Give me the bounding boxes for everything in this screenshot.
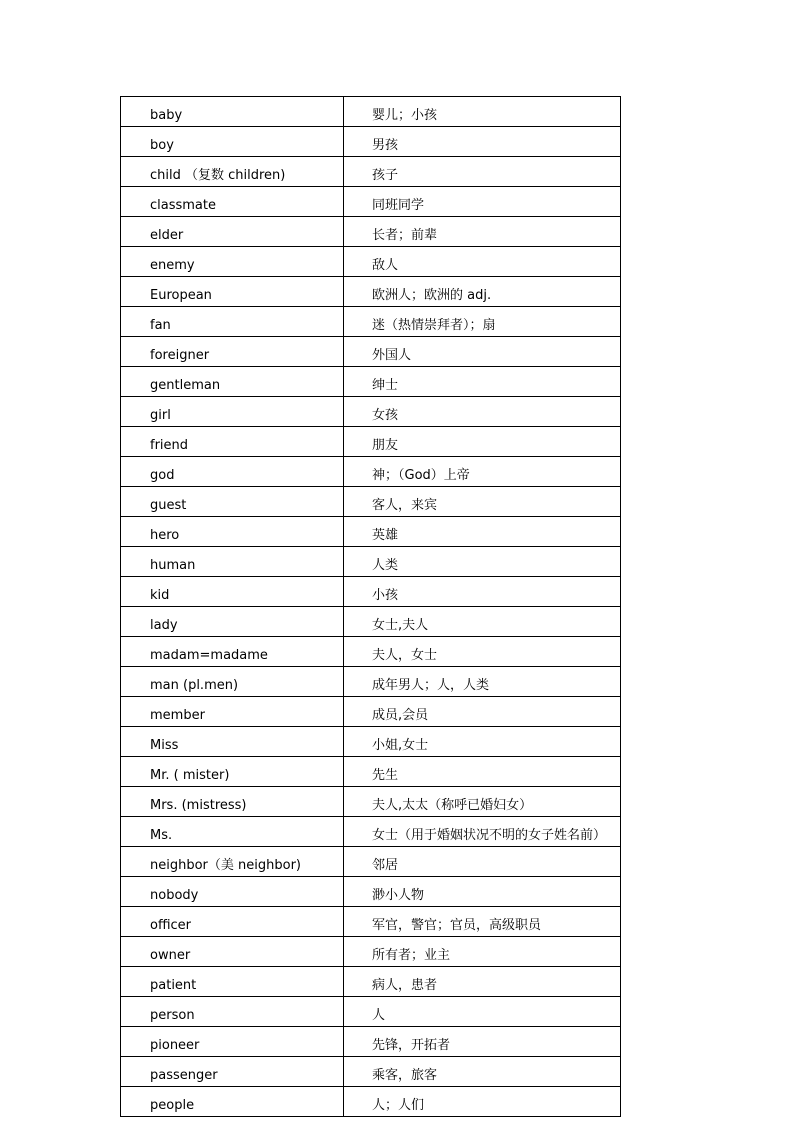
word-cell: guest — [121, 487, 344, 517]
word-cell: nobody — [121, 877, 344, 907]
meaning-cell: 敌人 — [344, 247, 621, 277]
table-row — [121, 637, 621, 667]
word-cell: classmate — [121, 187, 344, 217]
word-cell: girl — [121, 397, 344, 427]
word-cell: kid — [121, 577, 344, 607]
word-cell: Mrs. (mistress) — [121, 787, 344, 817]
table-row — [121, 127, 621, 157]
table-row — [121, 1087, 621, 1117]
table-row — [121, 337, 621, 367]
vocabulary-table-body — [121, 97, 621, 1117]
table-row — [121, 667, 621, 697]
meaning-cell: 人；人们 — [344, 1087, 621, 1117]
word-cell: god — [121, 457, 344, 487]
table-row — [121, 367, 621, 397]
word-cell: Ms. — [121, 817, 344, 847]
word-cell: member — [121, 697, 344, 727]
table-row — [121, 847, 621, 877]
word-cell: Mr. ( mister) — [121, 757, 344, 787]
word-cell: friend — [121, 427, 344, 457]
meaning-cell: 孩子 — [344, 157, 621, 187]
meaning-cell: 英雄 — [344, 517, 621, 547]
table-row — [121, 937, 621, 967]
table-row — [121, 97, 621, 127]
meaning-cell: 男孩 — [344, 127, 621, 157]
meaning-cell: 夫人,太太（称呼已婚妇女） — [344, 787, 621, 817]
word-cell: Miss — [121, 727, 344, 757]
table-row — [121, 817, 621, 847]
word-cell: madam=madame — [121, 637, 344, 667]
word-cell: enemy — [121, 247, 344, 277]
table-row — [121, 967, 621, 997]
meaning-cell: 成员,会员 — [344, 697, 621, 727]
table-row — [121, 307, 621, 337]
word-cell: elder — [121, 217, 344, 247]
meaning-cell: 先锋，开拓者 — [344, 1027, 621, 1057]
meaning-cell: 同班同学 — [344, 187, 621, 217]
table-row — [121, 517, 621, 547]
meaning-cell: 客人，来宾 — [344, 487, 621, 517]
word-cell: neighbor（美 neighbor) — [121, 847, 344, 877]
meaning-cell: 夫人，女士 — [344, 637, 621, 667]
meaning-cell: 小孩 — [344, 577, 621, 607]
word-cell: European — [121, 277, 344, 307]
meaning-cell: 迷（热情崇拜者）；扇 — [344, 307, 621, 337]
meaning-cell: 外国人 — [344, 337, 621, 367]
word-cell: pioneer — [121, 1027, 344, 1057]
meaning-cell: 病人，患者 — [344, 967, 621, 997]
meaning-cell: 所有者；业主 — [344, 937, 621, 967]
table-row — [121, 427, 621, 457]
meaning-cell: 神；（God）上帝 — [344, 457, 621, 487]
word-cell: man (pl.men) — [121, 667, 344, 697]
meaning-cell: 人 — [344, 997, 621, 1027]
table-row — [121, 787, 621, 817]
table-row — [121, 907, 621, 937]
word-cell: passenger — [121, 1057, 344, 1087]
table-row — [121, 187, 621, 217]
meaning-cell: 乘客，旅客 — [344, 1057, 621, 1087]
meaning-cell: 邻居 — [344, 847, 621, 877]
table-row — [121, 217, 621, 247]
table-row — [121, 607, 621, 637]
word-cell: lady — [121, 607, 344, 637]
meaning-cell: 女孩 — [344, 397, 621, 427]
table-row — [121, 247, 621, 277]
meaning-cell: 朋友 — [344, 427, 621, 457]
meaning-cell: 渺小人物 — [344, 877, 621, 907]
vocabulary-table — [120, 96, 621, 1117]
table-row — [121, 757, 621, 787]
table-row — [121, 397, 621, 427]
table-row — [121, 697, 621, 727]
word-cell: baby — [121, 97, 344, 127]
meaning-cell: 长者；前辈 — [344, 217, 621, 247]
word-cell: officer — [121, 907, 344, 937]
table-row — [121, 727, 621, 757]
table-row — [121, 547, 621, 577]
meaning-cell: 军官，警官；官员，高级职员 — [344, 907, 621, 937]
table-row — [121, 997, 621, 1027]
meaning-cell: 成年男人；人，人类 — [344, 667, 621, 697]
table-row — [121, 457, 621, 487]
meaning-cell: 女士（用于婚姻状况不明的女子姓名前） — [344, 817, 621, 847]
table-row — [121, 577, 621, 607]
word-cell: fan — [121, 307, 344, 337]
table-row — [121, 1027, 621, 1057]
table-row — [121, 1057, 621, 1087]
table-row — [121, 157, 621, 187]
table-row — [121, 277, 621, 307]
meaning-cell: 欧洲人；欧洲的 adj. — [344, 277, 621, 307]
meaning-cell: 人类 — [344, 547, 621, 577]
word-cell: person — [121, 997, 344, 1027]
meaning-cell: 女士,夫人 — [344, 607, 621, 637]
word-cell: people — [121, 1087, 344, 1117]
word-cell: patient — [121, 967, 344, 997]
word-cell: boy — [121, 127, 344, 157]
word-cell: owner — [121, 937, 344, 967]
table-row — [121, 877, 621, 907]
meaning-cell: 婴儿；小孩 — [344, 97, 621, 127]
word-cell: child （复数 children) — [121, 157, 344, 187]
meaning-cell: 先生 — [344, 757, 621, 787]
meaning-cell: 小姐,女士 — [344, 727, 621, 757]
table-row — [121, 487, 621, 517]
word-cell: gentleman — [121, 367, 344, 397]
meaning-cell: 绅士 — [344, 367, 621, 397]
word-cell: foreigner — [121, 337, 344, 367]
word-cell: hero — [121, 517, 344, 547]
word-cell: human — [121, 547, 344, 577]
